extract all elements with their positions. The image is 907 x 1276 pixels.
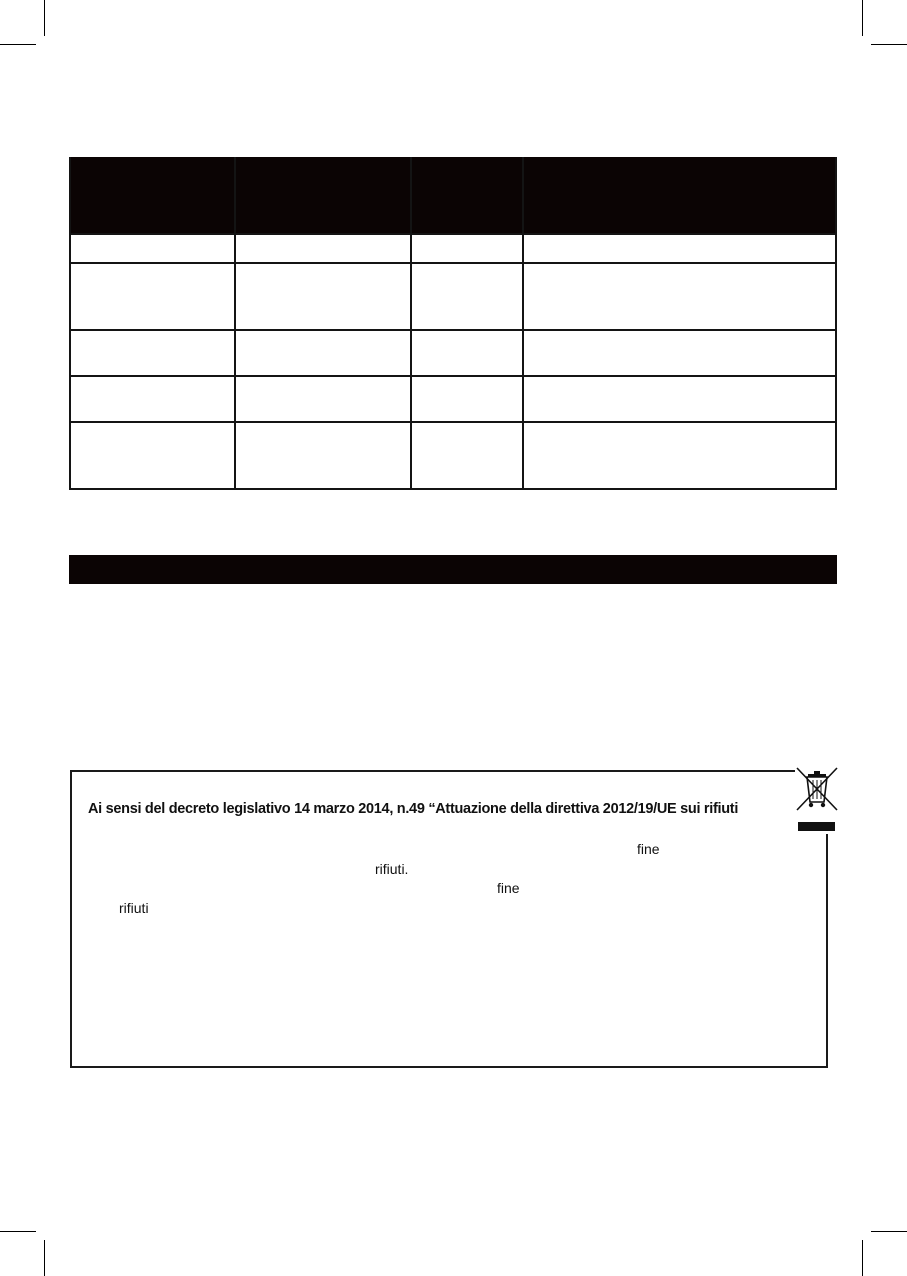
row-divider <box>69 421 837 423</box>
row-divider <box>69 375 837 377</box>
section-heading-bar <box>69 555 837 584</box>
crop-mark <box>862 1240 863 1276</box>
column-divider <box>522 157 524 490</box>
row-divider <box>69 329 837 331</box>
crossed-out-wheelie-bin-icon <box>795 766 839 834</box>
crop-mark <box>862 0 863 36</box>
weee-notice-text-fragment: rifiuti. <box>375 861 409 877</box>
row-divider <box>69 233 837 235</box>
weee-notice-text-fragment: rifiuti <box>119 900 149 916</box>
column-divider <box>234 157 236 490</box>
crop-mark <box>44 0 45 36</box>
table-border <box>835 157 837 490</box>
weee-notice-text-fragment: fine <box>637 841 660 857</box>
row-divider <box>69 262 837 264</box>
crop-mark <box>0 1231 36 1232</box>
weee-notice-text-fragment: fine <box>497 880 520 896</box>
row-divider <box>69 488 837 490</box>
crop-mark <box>871 44 907 45</box>
crop-mark <box>0 44 36 45</box>
spec-table <box>69 157 837 490</box>
crop-mark <box>871 1231 907 1232</box>
table-header <box>69 157 837 234</box>
weee-notice-title: Ai sensi del decreto legislativo 14 marzo 2014, n.49 “Attuazione della direttiva 2012/19/UE sui rifiuti <box>88 801 739 817</box>
table-border <box>69 157 71 490</box>
crop-mark <box>44 1240 45 1276</box>
column-divider <box>410 157 412 490</box>
